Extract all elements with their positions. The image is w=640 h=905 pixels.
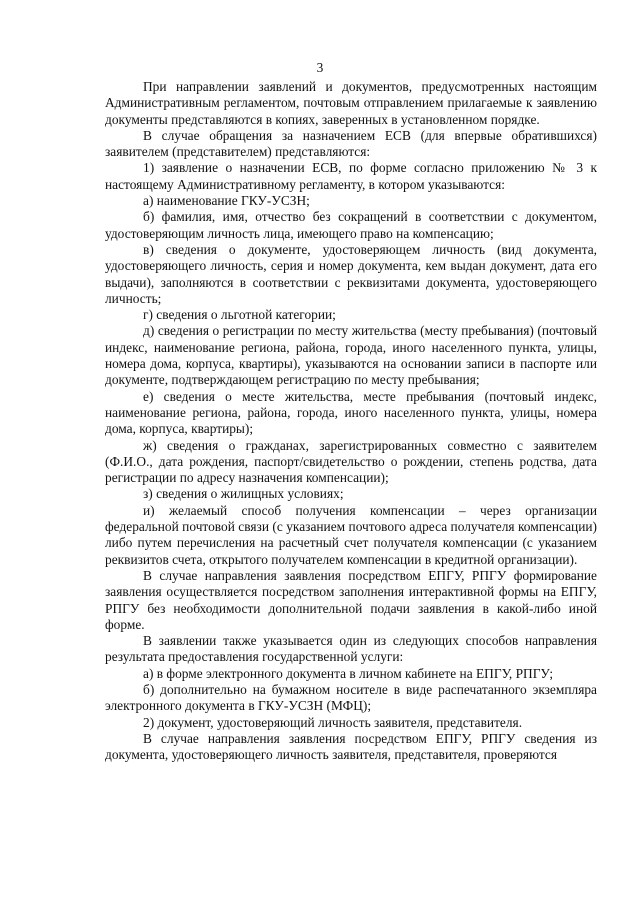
list-item: г) сведения о льготной категории; [143, 307, 336, 323]
list-item: д) сведения о регистрации по месту жительства (месту пребывания) (почтовый индекс, наименование региона, района, города, иного населенного пункта, улицы, номера дома, корпуса, квартиры), указываются на основании записи в паспорте или документе, подтверждающем регистрацию по месту пребывания; [105, 323, 597, 388]
list-item: в) сведения о документе, удостоверяющем личность (вид документа, удостоверяющего личность, серия и номер документа, кем выдан документ, дата его выдачи), заполняются в соответствии с реквизитами документа, удостоверяющего личность; [105, 241, 597, 306]
list-item: ж) сведения о гражданах, зарегистрированных совместно с заявителем (Ф.И.О., дата рождения, паспорт/свидетельство о рождении, степень родства, дата регистрации по адресу назначения компенсации); [105, 437, 597, 486]
list-item: а) в форме электронного документа в личном кабинете на ЕПГУ, РПГУ; [143, 665, 554, 681]
list-item: 1) заявление о назначении ЕСВ, по форме согласно приложению № 3 к настоящему Административному регламенту, в котором указываются: [105, 160, 597, 192]
list-item: е) сведения о месте жительства, месте пребывания (почтовый индекс, наименование региона, района, города, иного населенного пункта, улицы, номера дома, корпуса, квартиры); [105, 388, 597, 437]
list-item: б) фамилия, имя, отчество без сокращений в соответствии с документом, удостоверяющим личность лица, имеющего право на компенсацию; [105, 209, 597, 241]
list-item: и) желаемый способ получения компенсации – через организации федеральной почтовой связи (с указанием почтового адреса получателя компенсации) либо путем перечисления на расчетный счет получателя компенсации (с указанием реквизитов счета, открытого получателем компенсации в кредитной организации). [105, 502, 597, 567]
document-body [105, 79, 597, 763]
list-item: а) наименование ГКУ-УСЗН; [143, 193, 310, 209]
list-item: б) дополнительно на бумажном носителе в виде распечатанного экземпляра электронного документа в ГКУ-УСЗН (МФЦ); [105, 681, 597, 714]
list-item: 2) документ, удостоверяющий личность заявителя, представителя. [143, 714, 523, 730]
paragraph: При направлении заявлений и документов, предусмотренных настоящим Административным регламентом, почтовым отправлением прилагаемые к заявлению документы представляются в копиях, заверенных в установленном порядке. [105, 79, 597, 127]
list-item: з) сведения о жилищных условиях; [143, 486, 344, 502]
page-number: 3 [316, 60, 324, 75]
paragraph: В случае направления заявления посредством ЕПГУ, РПГУ сведения из документа, удостоверяющего личность заявителя, представителя, проверяются [105, 730, 597, 763]
paragraph: В случае обращения за назначением ЕСВ (для впервые обратившихся) заявителем (представителем) представляются: [105, 127, 597, 160]
paragraph: В случае направления заявления посредством ЕПГУ, РПГУ формирование заявления осуществляется посредством заполнения интерактивной формы на ЕПГУ, РПГУ без необходимости дополнительной подачи заявления в какой-либо иной форме. [105, 567, 597, 632]
paragraph: В заявлении также указывается один из следующих способов направления результата предоставления государственной услуги: [105, 633, 597, 665]
